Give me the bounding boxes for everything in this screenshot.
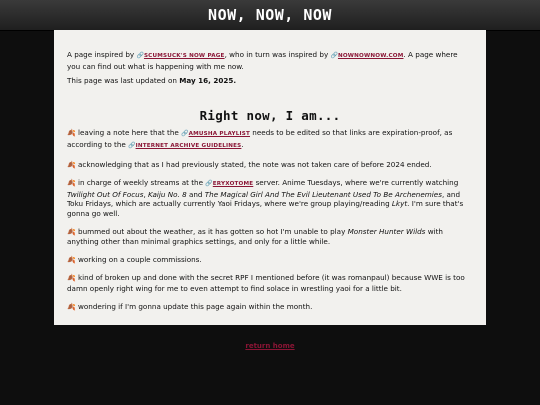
intro-text: A page inspired by 🔗SCUMSUCK'S NOW PAGE, who in turn was inspired by 🔗NOWNOWNOW.COM. A page where you can find out what is happening with me now.	[67, 50, 458, 71]
list-item: 🍂 in charge of weekly streams at the 🔗ERYXOTOME server. Anime Tuesdays, where we're currently watching Twilight Out Of Focus, Kaiju No. 8 and The Magical Girl And The Evil Lieutenant Used To Be Archenemies, and Toku Fridays, which are actually currently Yaoi Fridays, where we're group playing/reading Lkyt. I'm sure that's gonna go well.	[67, 178, 464, 218]
section-heading: Right now, I am...	[199, 107, 341, 123]
amusha-playlist-link[interactable]: AMUSHA PLAYLIST	[188, 131, 251, 138]
chain-link-icon: 🔗	[205, 180, 213, 188]
list-item: 🍂 wondering if I'm gonna update this page again within the month.	[67, 301, 313, 311]
content-panel	[54, 30, 486, 325]
leaf-icon: 🍂	[67, 227, 76, 236]
scumsuck-now-page-link[interactable]: SCUMSUCK'S NOW PAGE	[143, 53, 225, 59]
last-updated: This page was last updated on May 16, 2025.	[67, 76, 237, 86]
leaf-icon: 🍂	[67, 179, 76, 188]
list-item: 🍂 bummed out about the weather, as it has gotten so hot I'm unable to play Monster Hunter Wilds with anything other than minimal graphics settings, and only for a little while.	[67, 226, 443, 247]
updated-date: May 16, 2025.	[179, 76, 237, 86]
chain-link-icon: 🔗	[181, 130, 189, 138]
chain-link-icon: 🔗	[136, 52, 144, 59]
list-item: 🍂 leaving a note here that the 🔗AMUSHA PLAYLIST needs to be edited so that links are expiration-proof, as according to the 🔗INTERNET ARCHIVE GUIDELINES.	[67, 128, 453, 149]
list-item: 🍂 working on a couple commissions.	[67, 254, 202, 264]
leaf-icon: 🍂	[67, 160, 76, 169]
eryxotome-link[interactable]: ERYXOTOME	[212, 181, 254, 188]
list-item: 🍂 acknowledging that as I had previously stated, the note was not taken care of before 2024 ended.	[67, 159, 432, 169]
leaf-icon: 🍂	[67, 302, 76, 311]
nownownow-link[interactable]: NOWNOWNOW.COM	[337, 53, 404, 59]
chain-link-icon: 🔗	[128, 141, 136, 149]
list-item: 🍂 kind of broken up and done with the secret RPF I mentioned before (it was romanpaul) because WWE is too damn openly right wing for me to even attempt to find solace in wrestling yaoi for a little bit.	[67, 273, 465, 293]
site-title: NOW, NOW, NOW	[208, 6, 332, 24]
return-home-link[interactable]: return home	[245, 342, 295, 350]
header-bar	[0, 0, 540, 31]
leaf-icon: 🍂	[67, 129, 76, 138]
chain-link-icon: 🔗	[330, 52, 338, 59]
leaf-icon: 🍂	[67, 274, 76, 283]
archive-guidelines-link[interactable]: INTERNET ARCHIVE GUIDELINES	[135, 142, 242, 149]
leaf-icon: 🍂	[67, 255, 76, 264]
